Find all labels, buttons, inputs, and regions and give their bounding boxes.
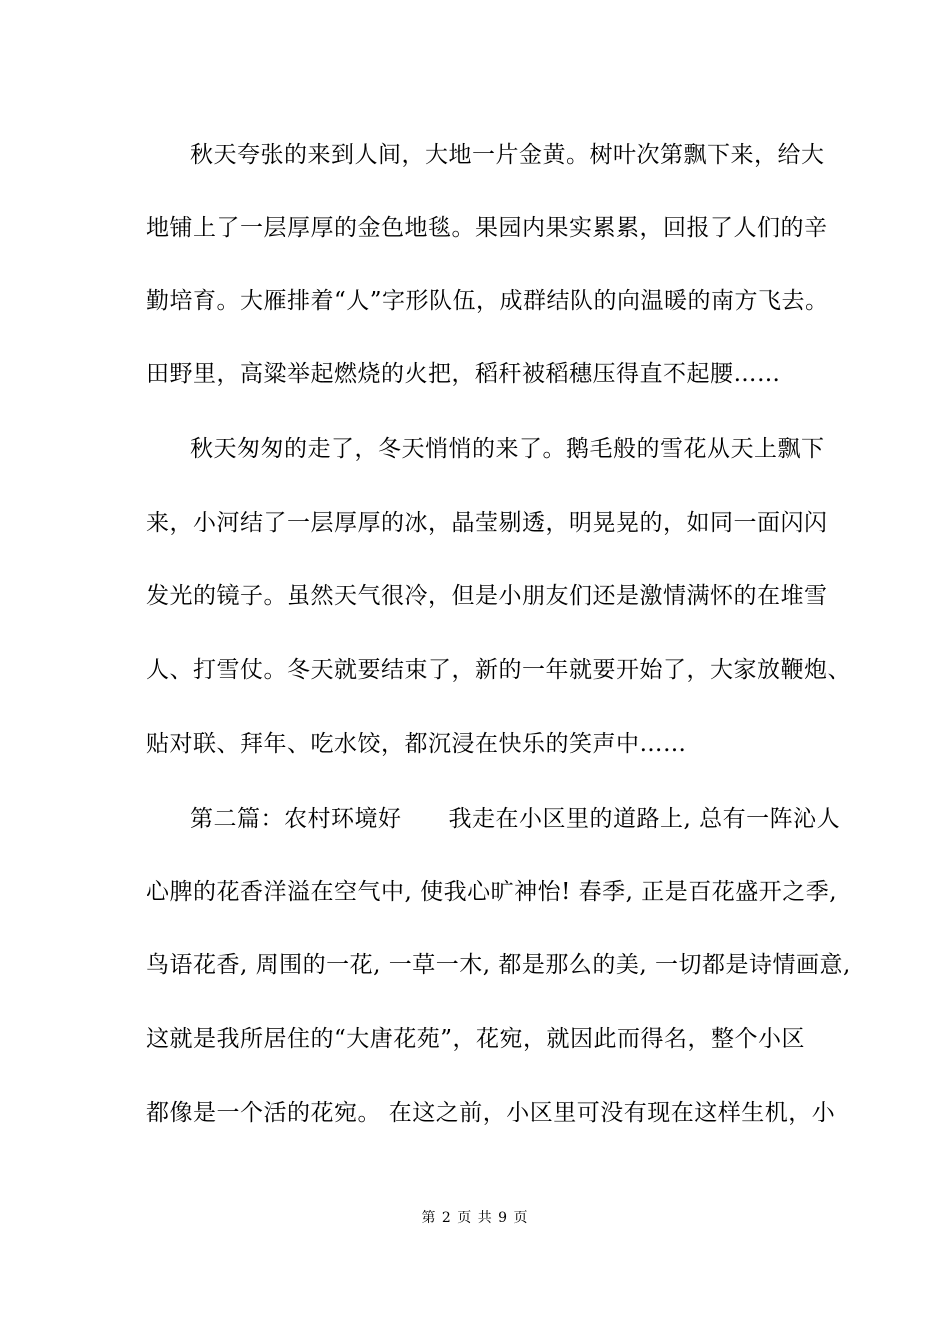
section-heading-line: 第二篇：农村环境好 我走在小区里的道路上, 总有一阵沁人: [190, 806, 841, 832]
paragraph-line: 贴对联、拜年、吃水饺，都沉浸在快乐的笑声中……: [146, 731, 687, 757]
paragraph-line: 心脾的花香洋溢在空气中, 使我心旷神怡! 春季, 正是百花盛开之季,: [146, 879, 838, 905]
paragraph-line: 这就是我所居住的“大唐花苑”，花宛，就因此而得名，整个小区: [146, 1026, 806, 1052]
paragraph-line: 秋天夸张的来到人间，大地一片金黄。树叶次第飘下来，给大: [190, 142, 825, 168]
paragraph-line: 鸟语花香, 周围的一花, 一草一木, 都是那么的美, 一切都是诗情画意,: [146, 952, 851, 978]
paragraph-line: 田野里，高粱举起燃烧的火把，稻秆被稻穗压得直不起腰……: [146, 361, 781, 387]
page-number-footer: 第 2 页 共 9 页: [421, 1210, 529, 1226]
paragraph-line: 地铺上了一层厚厚的金色地毯。果园内果实累累，回报了人们的辛: [146, 215, 828, 241]
paragraph-line: 发光的镜子。虽然天气很冷，但是小朋友们还是激情满怀的在堆雪: [146, 583, 828, 609]
paragraph-line: 人、打雪仗。冬天就要结束了，新的一年就要开始了，大家放鞭炮、: [146, 657, 851, 683]
paragraph-line: 都像是一个活的花宛。 在这之前，小区里可没有现在这样生机，小: [146, 1100, 836, 1126]
paragraph-line: 来，小河结了一层厚厚的冰，晶莹剔透，明晃晃的，如同一面闪闪: [146, 510, 828, 536]
paragraph-line: 勤培育。大雁排着“人”字形队伍，成群结队的向温暖的南方飞去。: [146, 288, 829, 314]
paragraph-line: 秋天匆匆的走了，冬天悄悄的来了。鹅毛般的雪花从天上飘下: [190, 436, 825, 462]
